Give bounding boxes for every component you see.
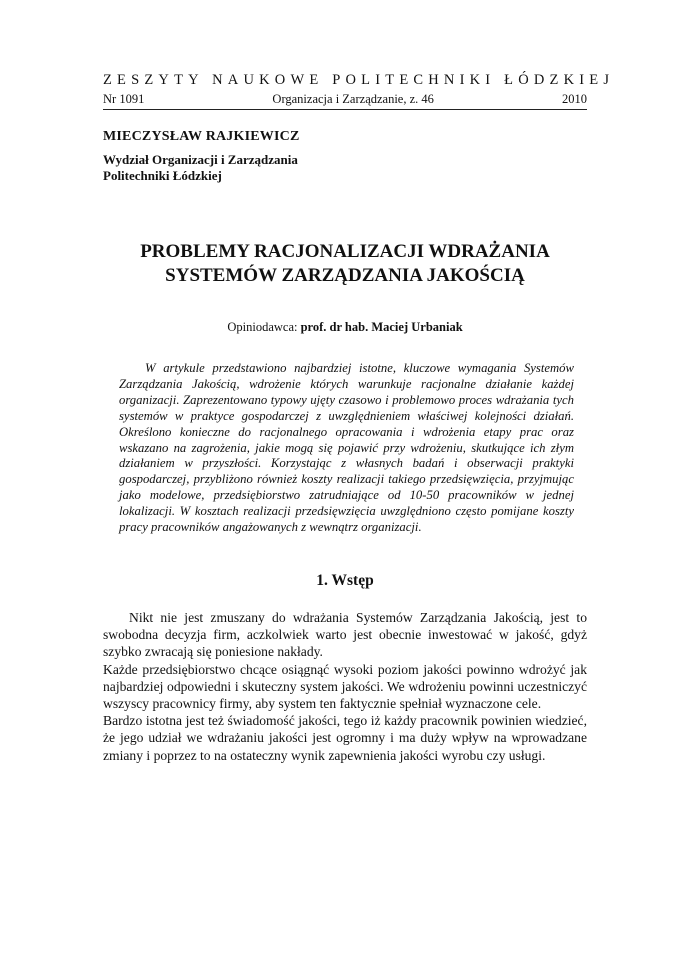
paper-title [103, 240, 587, 288]
document-page [103, 72, 615, 764]
reviewer-line [103, 320, 587, 335]
paragraph: Nikt nie jest zmuszany do wdrażania Systemów Zarządzania Jakością, jest to swobodna decyzja firm, aczkolwiek warto jest obecnie inwestować w jakość, gdyż szybko zwracają się poniesione nakłady. [103, 609, 587, 660]
issue-year: 2010 [562, 92, 587, 106]
affiliation-line-2: Politechniki Łódzkiej [103, 168, 222, 183]
issue-line [103, 92, 587, 110]
title-line-1: PROBLEMY RACJONALIZACJI WDRAŻANIA [140, 241, 550, 262]
author-affiliation [103, 152, 587, 184]
issue-series: Organizacja i Zarządzanie, z. 46 [272, 92, 434, 106]
abstract: W artykule przedstawiono najbardziej istotne, kluczowe wymagania Systemów Zarządzania Jakością, wdrożenie których warunkuje racjonalne działanie każdej organizacji. Zaprezentowano typowy ujęty czasowo i problemowo proces wdrażania tych systemów w praktyce gospodarczej z uwzględnieniem właściwej kolejności działań. Określono konieczne do racjonalnego opracowania i wdrożenia etapy prac oraz wskazano na zagrożenia, jakie mogą się pojawić przy wdrożeniu, skutkujące ich złym działaniem w przyszłości. Korzystając z własnych badań i obserwacji praktyki gospodarczej, przybliżono również koszty realizacji takiego przedsięwzięcia, przyjmując jako modelowe, przedsiębiorstwo zatrudniające od 10-50 pracowników w jednej lokalizacji. W kosztach realizacji przedsięwzięcia uwzględniono często pomijane koszty pracy pracowników angażowanych z wewnątrz organizacji. [119, 361, 574, 535]
section-body [103, 609, 587, 764]
paragraph: Bardzo istotna jest też świadomość jakości, tego iż każdy pracownik powinien wiedzieć, że jego udział we wdrażaniu jakości jest ogromny i ma duży wpływ na wprowadzane zmiany i poprzez to na ostateczny wynik zapewnienia jakości wyrobu czy usługi. [103, 713, 587, 763]
section-heading: 1. Wstęp [316, 571, 374, 589]
affiliation-line-1: Wydział Organizacji i Zarządzania [103, 152, 298, 167]
reviewer-name: prof. dr hab. Maciej Urbaniak [300, 320, 463, 334]
paragraph: Każde przedsiębiorstwo chcące osiągnąć wysoki poziom jakości powinno wdrożyć jak najbardziej odpowiedni i skuteczny system jakości. We wdrożeniu powinni uczestniczyć wszyscy pracownicy firmy, aby system ten faktycznie spełniał wyznaczone cele. [103, 661, 587, 711]
journal-title: ZESZYTY NAUKOWE POLITECHNIKI ŁÓDZKIEJ [103, 72, 615, 88]
reviewer-label: Opiniodawca: [227, 320, 298, 334]
issue-number: Nr 1091 [103, 92, 145, 106]
author-name: MIECZYSŁAW RAJKIEWICZ [103, 129, 300, 144]
title-line-2: SYSTEMÓW ZARZĄDZANIA JAKOŚCIĄ [165, 265, 525, 286]
